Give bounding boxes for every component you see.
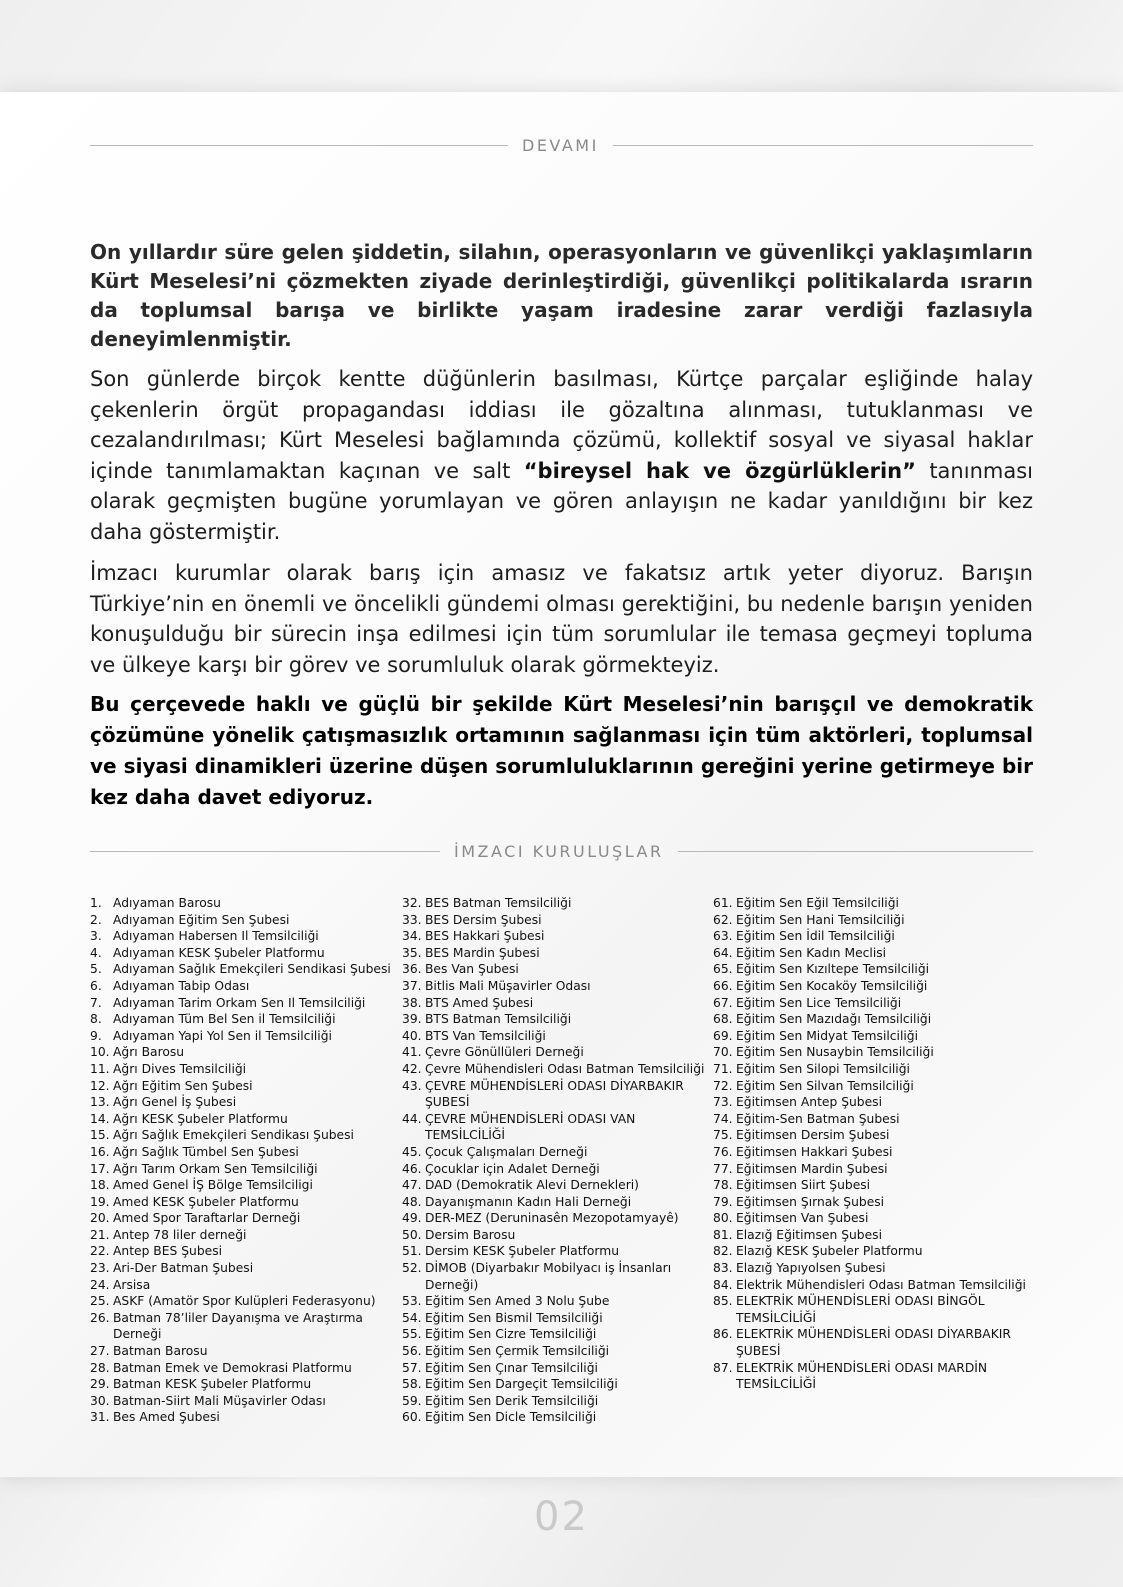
divider-line: [613, 145, 1033, 146]
list-item: [90, 1127, 410, 1144]
list-item-name: Amed KESK Şubeler Platformu: [113, 1194, 299, 1209]
list-item-name: Eğitim Sen Bismil Temsilciliği: [425, 1310, 603, 1325]
list-item-name: BTS Van Temsilciliği: [425, 1028, 546, 1043]
list-item: [402, 912, 707, 929]
list-item-number: 29.: [90, 1377, 110, 1392]
list-item: [402, 1194, 707, 1211]
list-item-name: ÇEVRE MÜHENDİSLERİ ODASI DİYARBAKIR ŞUBESİ: [425, 1078, 684, 1110]
list-item: [713, 1161, 1028, 1178]
list-item: [90, 1310, 410, 1343]
list-item: [90, 1044, 410, 1061]
list-item-number: 27.: [90, 1344, 110, 1359]
list-item-number: 49.: [402, 1211, 422, 1226]
list-item-number: 43.: [402, 1078, 422, 1093]
list-item-number: 59.: [402, 1393, 422, 1408]
list-item-name: Eğitimsen Antep Şubesi: [736, 1095, 882, 1110]
list-item: [90, 1144, 410, 1161]
list-item-number: 74.: [713, 1111, 733, 1126]
list-item-number: 46.: [402, 1161, 422, 1176]
list-item-number: 13.: [90, 1095, 110, 1110]
list-item: [713, 1260, 1028, 1277]
list-item: [402, 1144, 707, 1161]
list-item-name: BTS Batman Temsilciliği: [425, 1012, 572, 1027]
list-item-number: 79.: [713, 1194, 733, 1209]
list-item-name: Eğitim Sen Kızıltepe Temsilciliği: [736, 962, 930, 977]
list-item-number: 12.: [90, 1078, 110, 1093]
list-item-number: 69.: [713, 1028, 733, 1043]
list-item: [90, 1028, 410, 1045]
list-item-name: Çocuk Çalışmaları Derneği: [425, 1144, 588, 1159]
list-item-number: 22.: [90, 1244, 110, 1259]
list-item-name: Eğitimsen Siirt Şubesi: [736, 1178, 871, 1193]
list-item: [90, 1343, 410, 1360]
list-item-number: 52.: [402, 1261, 422, 1276]
list-item: [90, 1260, 410, 1277]
list-item: [90, 1360, 410, 1377]
list-item: [713, 1227, 1028, 1244]
list-item-name: Eğitim Sen Mazıdağı Temsilciliği: [736, 1012, 932, 1027]
list-item: [90, 961, 410, 978]
list-item-number: 23.: [90, 1261, 110, 1276]
signatories-column-2: [402, 895, 707, 1426]
list-item-name: BES Dersim Şubesi: [425, 912, 542, 927]
list-item-number: 14.: [90, 1111, 110, 1126]
list-item-number: 16.: [90, 1144, 110, 1159]
list-item: [402, 1044, 707, 1061]
list-item: [713, 1194, 1028, 1211]
list-item-name: Amed Genel İŞ Bölge Temsilciligi: [113, 1178, 313, 1193]
list-item: [90, 978, 410, 995]
list-item-name: Ağrı Barosu: [113, 1045, 185, 1060]
list-item-name: BTS Amed Şubesi: [425, 995, 534, 1010]
list-item-number: 4.: [90, 945, 102, 960]
list-item-name: Adıyaman Tüm Bel Sen il Temsilciliği: [113, 1012, 336, 1027]
list-item: [90, 1227, 410, 1244]
list-item-name: BES Hakkari Şubesi: [425, 929, 545, 944]
list-item: [90, 1111, 410, 1128]
list-item-name: Bes Van Şubesi: [425, 962, 519, 977]
list-item: [713, 945, 1028, 962]
list-item: [90, 912, 410, 929]
list-item: [90, 1061, 410, 1078]
list-item-name: Antep BES Şubesi: [113, 1244, 223, 1259]
list-item-name: Batman Emek ve Demokrasi Platformu: [113, 1360, 352, 1375]
list-item: [90, 1243, 410, 1260]
list-item: [402, 1343, 707, 1360]
list-item-number: 61.: [713, 896, 733, 910]
list-item-name: Adıyaman Eğitim Sen Şubesi: [113, 912, 290, 927]
list-item-name: Dersim Barosu: [425, 1227, 516, 1242]
list-item-number: 63.: [713, 929, 733, 944]
section-label: DEVAMI: [522, 136, 599, 155]
list-item: [713, 912, 1028, 929]
list-item-name: Çevre Mühendisleri Odası Batman Temsilciliği: [425, 1061, 705, 1076]
list-item: [402, 1061, 707, 1078]
list-item-number: 17.: [90, 1161, 110, 1176]
list-item-number: 73.: [713, 1095, 733, 1110]
list-item-number: 58.: [402, 1377, 422, 1392]
list-item-name: Eğitim Sen Dargeçit Temsilciliği: [425, 1377, 618, 1392]
list-item-number: 70.: [713, 1045, 733, 1060]
list-item: [713, 1277, 1028, 1294]
list-item-name: Ağrı Tarım Orkam Sen Temsilciliği: [113, 1161, 318, 1176]
list-item-name: Ari-Der Batman Şubesi: [113, 1261, 254, 1276]
list-item-number: 42.: [402, 1061, 422, 1076]
list-item-name: BES Batman Temsilciliği: [425, 896, 572, 910]
list-item-number: 51.: [402, 1244, 422, 1259]
list-item-number: 37.: [402, 978, 422, 993]
list-item: [90, 1177, 410, 1194]
list-item-number: 85.: [713, 1294, 733, 1309]
list-item-name: ÇEVRE MÜHENDİSLERİ ODASI VAN TEMSİLCİLİĞİ: [425, 1111, 636, 1143]
list-item: [402, 995, 707, 1012]
list-item-name: Ağrı KESK Şubeler Platformu: [113, 1111, 288, 1126]
divider-line: [678, 851, 1033, 852]
list-item: [90, 1376, 410, 1393]
list-item-number: 45.: [402, 1144, 422, 1159]
list-item: [713, 928, 1028, 945]
list-item-name: Ağrı Sağlık Emekçileri Sendikası Şubesi: [113, 1128, 354, 1143]
list-item-name: Eğitimsen Mardin Şubesi: [736, 1161, 888, 1176]
list-item-number: 67.: [713, 995, 733, 1010]
list-item-name: Adıyaman Tarim Orkam Sen Il Temsilciliği: [113, 995, 366, 1010]
list-item-number: 34.: [402, 929, 422, 944]
list-item-number: 62.: [713, 912, 733, 927]
list-item-number: 19.: [90, 1194, 110, 1209]
paragraph-text: tanınması olarak geçmişten bugüne yorumlayan ve gören anlayışın ne kadar yanıldığını bir kez daha göstermiştir.: [90, 458, 1033, 544]
list-item: [402, 1326, 707, 1343]
signatories-column-1: [90, 895, 410, 1426]
list-item-number: 11.: [90, 1061, 110, 1076]
list-item: [90, 995, 410, 1012]
list-item: [402, 928, 707, 945]
list-item-number: 71.: [713, 1061, 733, 1076]
list-item-number: 48.: [402, 1194, 422, 1209]
list-item-number: 21.: [90, 1227, 110, 1242]
list-item-name: Adıyaman Habersen Il Temsilciliği: [113, 929, 319, 944]
list-item: [713, 1326, 1028, 1359]
list-item: [402, 1028, 707, 1045]
paragraph-call-to-action: Bu çerçevede haklı ve güçlü bir şekilde Kürt Meselesi’nin barışçıl ve demokratik çözümüne yönelik çatışmasızlık ortamının sağlanması için tüm aktörleri, toplumsal ve siyasi dinamikleri üzerine düşen sorumluluklarının gereğini yerine getirmeye bir kez daha davet ediyoruz.: [90, 692, 1033, 809]
list-item-name: Eğitim Sen Derik Temsilciliği: [425, 1393, 599, 1408]
list-item-name: ASKF (Amatör Spor Kulüpleri Federasyonu): [113, 1294, 376, 1309]
list-item: [713, 1127, 1028, 1144]
list-item-number: 72.: [713, 1078, 733, 1093]
list-item-number: 32.: [402, 896, 422, 910]
list-item: [713, 895, 1028, 912]
list-item-number: 10.: [90, 1045, 110, 1060]
list-item-name: Eğitim Sen Çermik Temsilciliği: [425, 1344, 610, 1359]
list-item-number: 77.: [713, 1161, 733, 1176]
list-item: [402, 1011, 707, 1028]
list-item-number: 56.: [402, 1344, 422, 1359]
list-item-number: 26.: [90, 1310, 110, 1325]
list-item-name: Amed Spor Taraftarlar Derneği: [113, 1211, 301, 1226]
list-item-name: Eğitim Sen Çınar Temsilciliği: [425, 1360, 598, 1375]
list-item-number: 36.: [402, 962, 422, 977]
list-item-number: 3.: [90, 929, 102, 944]
list-item-name: Eğitim Sen Eğil Temsilciliği: [736, 896, 899, 910]
list-item-number: 66.: [713, 978, 733, 993]
list-item-number: 54.: [402, 1310, 422, 1325]
paragraph-signatories-statement: İmzacı kurumlar olarak barış için amasız ve fakatsız artık yeter diyoruz. Barışın Türkiye’nin en önemli ve öncelikli gündemi olması gerektiğini, bu nedenle barışın yeniden konuşulduğu bir sürecin inşa edilmesi için tüm sorumlular ile temasa geçmeyi topluma ve ülkeye karşı bir görev ve sorumluluk olarak görmekteyiz.: [90, 561, 1033, 677]
list-item: [402, 1177, 707, 1194]
list-item-number: 20.: [90, 1211, 110, 1226]
list-item-name: Batman Barosu: [113, 1344, 208, 1359]
list-item: [713, 1011, 1028, 1028]
list-item: [713, 1243, 1028, 1260]
list-item: [402, 1161, 707, 1178]
list-item: [90, 945, 410, 962]
list-item-name: Elektrik Mühendisleri Odası Batman Temsilciliği: [736, 1277, 1026, 1292]
list-item-number: 50.: [402, 1227, 422, 1242]
list-item-number: 44.: [402, 1111, 422, 1126]
list-item: [402, 1360, 707, 1377]
list-item-name: Eğitim Sen Dicle Temsilciliği: [425, 1410, 597, 1425]
list-item-name: Adıyaman Tabip Odası: [113, 978, 250, 993]
list-item: [402, 1243, 707, 1260]
section-header-devami: [90, 136, 1033, 155]
emphasis-text: “bireysel hak ve özgürlüklerin”: [523, 458, 916, 483]
list-item-name: Eğitim Sen Amed 3 Nolu Şube: [425, 1294, 610, 1309]
list-item-number: 40.: [402, 1028, 422, 1043]
list-item: [713, 1144, 1028, 1161]
list-item-number: 57.: [402, 1360, 422, 1375]
list-item: [90, 1011, 410, 1028]
list-item-number: 87.: [713, 1360, 733, 1375]
list-item-number: 75.: [713, 1128, 733, 1143]
list-item-name: Arsisa: [113, 1277, 151, 1292]
list-item-number: 6.: [90, 978, 102, 993]
list-item: [713, 1177, 1028, 1194]
list-item-name: Eğitimsen Van Şubesi: [736, 1211, 869, 1226]
list-item-number: 8.: [90, 1012, 102, 1027]
list-item: [90, 895, 410, 912]
list-item-name: Dersim KESK Şubeler Platformu: [425, 1244, 619, 1259]
list-item-number: 25.: [90, 1294, 110, 1309]
list-item: [402, 1293, 707, 1310]
list-item-name: ELEKTRİK MÜHENDİSLERİ ODASI BİNGÖL TEMSİLCİLİĞİ: [736, 1294, 985, 1325]
list-item-number: 9.: [90, 1028, 102, 1043]
list-item-number: 78.: [713, 1178, 733, 1193]
list-item: [90, 1393, 410, 1410]
list-item-name: Eğitim Sen Hani Temsilciliği: [736, 912, 905, 927]
list-item: [713, 1111, 1028, 1128]
list-item-number: 31.: [90, 1410, 110, 1425]
list-item-number: 18.: [90, 1178, 110, 1193]
list-item-name: Eğitimsen Dersim Şubesi: [736, 1128, 890, 1143]
list-item: [90, 928, 410, 945]
list-item: [90, 1293, 410, 1310]
list-item-number: 28.: [90, 1360, 110, 1375]
list-item-number: 15.: [90, 1128, 110, 1143]
list-item-name: Eğitim Sen Kocaköy Temsilciliği: [736, 978, 928, 993]
list-item-name: Antep 78 liler derneği: [113, 1227, 247, 1242]
list-item-name: DER-MEZ (Deruninasên Mezopotamyayê): [425, 1211, 679, 1226]
list-item: [402, 978, 707, 995]
list-item-number: 7.: [90, 995, 102, 1010]
list-item-number: 33.: [402, 912, 422, 927]
list-item: [402, 945, 707, 962]
paragraph-text: Son günlerde birçok kentte düğünlerin basılması, Kürtçe parçalar eşliğinde halay çekenlerin örgüt propagandası iddiası ile gözaltına alınması, tutuklanması ve cezalandırılması; Kürt Meselesi bağlamında çözümü, kollektif sosyal ve siyasal haklar içinde tanımlamaktan kaçınan ve salt: [90, 367, 1033, 483]
list-item-name: Dayanışmanın Kadın Hali Derneği: [425, 1194, 632, 1209]
list-item-number: 65.: [713, 962, 733, 977]
section-label: İMZACI KURULUŞLAR: [454, 842, 664, 861]
list-item-name: Eğitim Sen Nusaybin Temsilciliği: [736, 1045, 934, 1060]
list-item-name: Eğitim Sen Midyat Temsilciliği: [736, 1028, 919, 1043]
list-item-number: 86.: [713, 1327, 733, 1342]
list-item-name: DAD (Demokratik Alevi Dernekleri): [425, 1178, 639, 1193]
list-item-name: Eğitimsen Hakkari Şubesi: [736, 1144, 893, 1159]
list-item-number: 64.: [713, 945, 733, 960]
list-item-number: 47.: [402, 1178, 422, 1193]
list-item-number: 68.: [713, 1012, 733, 1027]
list-item-number: 24.: [90, 1277, 110, 1292]
page-number: 02: [534, 1494, 589, 1540]
list-item: [713, 978, 1028, 995]
list-item-name: Elazığ KESK Şubeler Platformu: [736, 1244, 923, 1259]
list-item: [713, 1078, 1028, 1095]
list-item-name: Eğitimsen Şırnak Şubesi: [736, 1194, 885, 1209]
section-header-signatories: [90, 842, 1033, 861]
list-item-name: Adıyaman Barosu: [113, 896, 221, 910]
list-item: [713, 1360, 1028, 1393]
list-item: [713, 961, 1028, 978]
list-item-number: 84.: [713, 1277, 733, 1292]
list-item: [402, 1260, 707, 1293]
list-item-number: 76.: [713, 1144, 733, 1159]
list-item-name: Adıyaman Yapi Yol Sen il Temsilciliği: [113, 1028, 332, 1043]
list-item-name: Elazığ Yapıyolsen Şubesi: [736, 1261, 886, 1276]
list-item: [90, 1210, 410, 1227]
list-item-number: 83.: [713, 1261, 733, 1276]
list-item-name: Eğitim Sen Silvan Temsilciliği: [736, 1078, 914, 1093]
paragraph-intro: On yıllardır süre gelen şiddetin, silahın, operasyonların ve güvenlikçi yaklaşımların Kürt Meselesi’ni çözmekten ziyade derinleştirdiği, güvenlikçi politikalarda ısrarın da toplumsal barışa ve birlikte yaşam iradesine zarar verdiği fazlasıyla deneyimlenmiştir.: [90, 240, 1033, 351]
list-item-number: 82.: [713, 1244, 733, 1259]
list-item: [402, 1078, 707, 1111]
list-item-number: 2.: [90, 912, 102, 927]
list-item-name: Ağrı Sağlık Tümbel Sen Şubesi: [113, 1144, 299, 1159]
list-item-name: Eğitim Sen Lice Temsilciliği: [736, 995, 902, 1010]
list-item-name: Elazığ Eğitimsen Şubesi: [736, 1227, 882, 1242]
list-item-number: 55.: [402, 1327, 422, 1342]
list-item-number: 81.: [713, 1227, 733, 1242]
list-item: [402, 1111, 707, 1144]
list-item: [402, 1310, 707, 1327]
list-item: [402, 1376, 707, 1393]
divider-line: [90, 851, 440, 852]
list-item: [402, 1227, 707, 1244]
list-item: [90, 1277, 410, 1294]
list-item: [713, 1061, 1028, 1078]
list-item: [90, 1194, 410, 1211]
list-item-name: Çocuklar için Adalet Derneği: [425, 1161, 600, 1176]
list-item: [90, 1409, 410, 1426]
list-item-number: 53.: [402, 1294, 422, 1309]
list-item-number: 41.: [402, 1045, 422, 1060]
list-item-name: Batman KESK Şubeler Platformu: [113, 1377, 312, 1392]
list-item-name: Ağrı Eğitim Sen Şubesi: [113, 1078, 253, 1093]
list-item: [713, 1293, 1028, 1326]
divider-line: [90, 145, 508, 146]
list-item: [402, 961, 707, 978]
list-item-name: Eğitim Sen Cizre Temsilciliği: [425, 1327, 597, 1342]
list-item-name: DİMOB (Diyarbakır Mobilyacı iş İnsanları Derneği): [425, 1261, 672, 1292]
list-item-name: Ağrı Dives Temsilciliği: [113, 1061, 247, 1076]
list-item-number: 35.: [402, 945, 422, 960]
list-item: [90, 1161, 410, 1178]
list-item-number: 80.: [713, 1211, 733, 1226]
list-item-name: Eğitim-Sen Batman Şubesi: [736, 1111, 900, 1126]
list-item-name: Çevre Gönüllüleri Derneği: [425, 1045, 584, 1060]
list-item-number: 60.: [402, 1410, 422, 1425]
list-item: [402, 1210, 707, 1227]
paragraph-recent-events: [90, 364, 1033, 547]
list-item: [402, 1409, 707, 1426]
list-item-name: Adıyaman KESK Şubeler Platformu: [113, 945, 325, 960]
list-item: [713, 1210, 1028, 1227]
list-item: [713, 995, 1028, 1012]
list-item: [713, 1044, 1028, 1061]
list-item-number: 30.: [90, 1393, 110, 1408]
list-item-name: ELEKTRİK MÜHENDİSLERİ ODASI DİYARBAKIR ŞUBESİ: [736, 1327, 1011, 1359]
list-item-name: Eğitim Sen Silopi Temsilciliği: [736, 1061, 910, 1076]
list-item-name: Batman 78’liler Dayanışma ve Araştırma Derneği: [113, 1310, 363, 1342]
list-item: [713, 1028, 1028, 1045]
list-item: [402, 1393, 707, 1410]
list-item: [713, 1094, 1028, 1111]
list-item-name: Batman-Siirt Mali Müşavirler Odası: [113, 1393, 326, 1408]
list-item-number: 5.: [90, 962, 102, 977]
list-item-number: 39.: [402, 1012, 422, 1027]
list-item-name: ELEKTRİK MÜHENDİSLERİ ODASI MARDİN TEMSİLCİLİĞİ: [736, 1360, 988, 1392]
list-item-name: Bes Amed Şubesi: [113, 1410, 220, 1425]
signatories-column-3: [713, 895, 1028, 1393]
list-item-name: Eğitim Sen İdil Temsilciliği: [736, 929, 895, 944]
list-item-name: BES Mardin Şubesi: [425, 945, 540, 960]
list-item-name: Ağrı Genel İş Şubesi: [113, 1095, 237, 1110]
list-item: [90, 1078, 410, 1095]
list-item: [402, 895, 707, 912]
list-item-name: Bitlis Mali Müşavirler Odası: [425, 978, 591, 993]
list-item-name: Adıyaman Sağlık Emekçileri Sendikasi Şubesi: [113, 962, 391, 977]
list-item-number: 1.: [90, 896, 102, 910]
list-item-name: Eğitim Sen Kadın Meclisi: [736, 945, 887, 960]
list-item-number: 38.: [402, 995, 422, 1010]
list-item: [90, 1094, 410, 1111]
